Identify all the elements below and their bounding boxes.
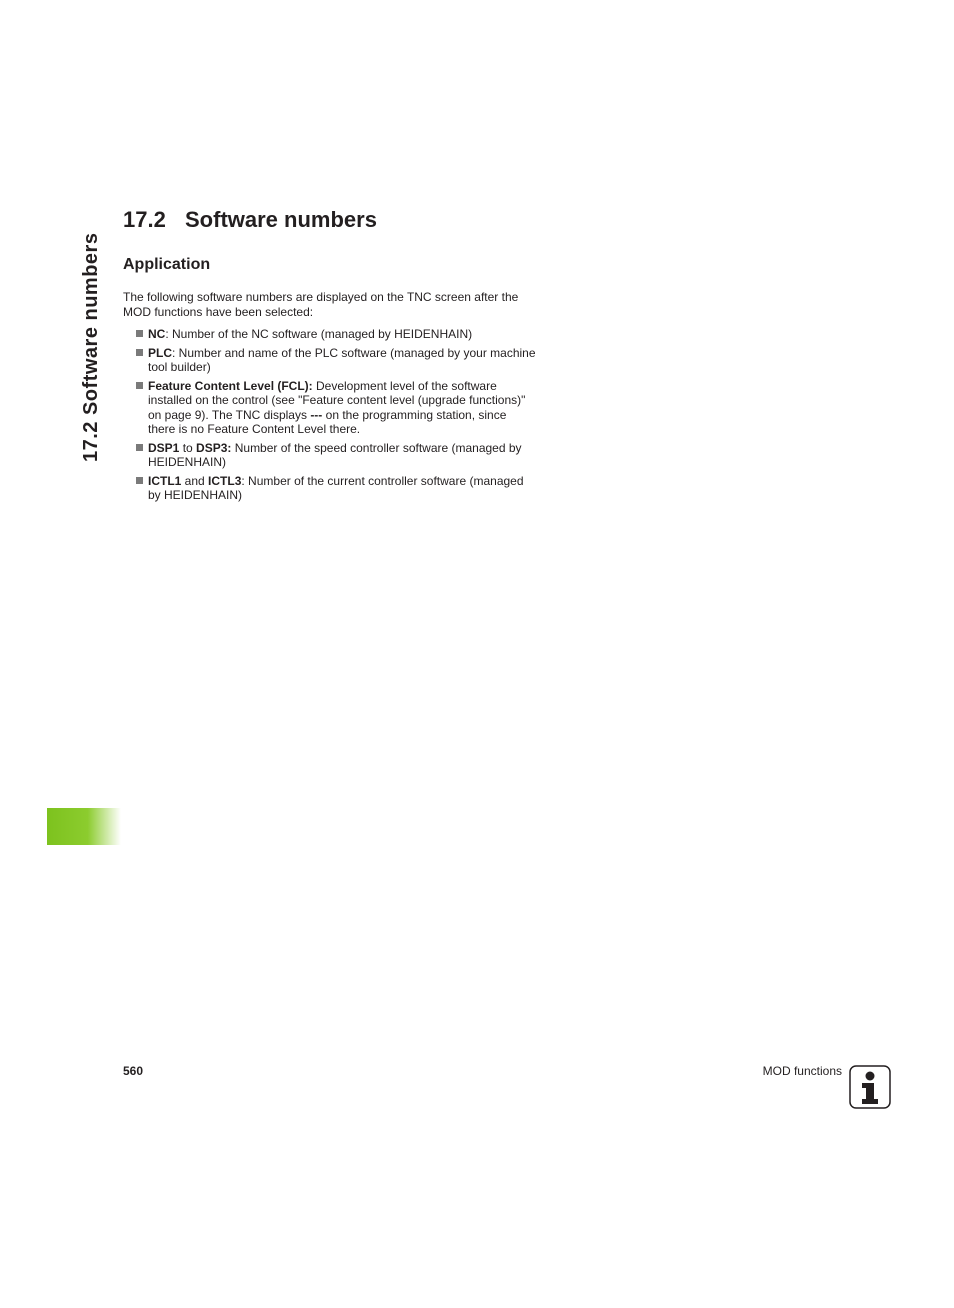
square-bullet-icon xyxy=(136,477,143,484)
term-end: DSP3: xyxy=(196,440,232,455)
chapter-title: Software numbers xyxy=(185,207,377,232)
side-running-title: 17.2 Software numbers xyxy=(80,232,102,462)
square-bullet-icon xyxy=(136,444,143,451)
placeholder-dashes: --- xyxy=(310,407,323,422)
connector: and xyxy=(181,473,209,488)
description: : Number of the current controller software (managed by HEIDENHAIN) xyxy=(148,473,524,502)
term: Feature Content Level (FCL): xyxy=(148,378,313,393)
chapter-tab-marker xyxy=(47,808,121,845)
term: NC xyxy=(148,327,166,341)
term-end: ICTL3 xyxy=(208,473,242,488)
description: Number of the speed controller software (managed by HEIDENHAIN) xyxy=(148,440,522,469)
connector: to xyxy=(179,440,197,455)
square-bullet-icon xyxy=(136,349,143,356)
description: Development level of the software installed on the control (see "Feature content level (upgrade functions)" on page 9). The TNC displays xyxy=(148,378,526,422)
description-continued: on the programming station, since there is no Feature Content Level there. xyxy=(148,407,507,436)
chapter-heading xyxy=(123,207,377,233)
term-start: ICTL1 xyxy=(148,473,182,488)
info-icon xyxy=(849,1065,891,1109)
chapter-number: 17.2 xyxy=(123,207,166,232)
description: : Number of the NC software (managed by HEIDENHAIN) xyxy=(165,327,473,341)
intro-paragraph: The following software numbers are displayed on the TNC screen after the MOD functions have been selected: xyxy=(123,290,519,319)
square-bullet-icon xyxy=(136,382,143,389)
list-item xyxy=(136,474,536,503)
list-item xyxy=(136,327,536,342)
footer-chapter-name: MOD functions xyxy=(762,1064,842,1078)
term-start: DSP1 xyxy=(148,440,180,455)
list-item xyxy=(136,379,536,437)
list-item xyxy=(136,441,536,470)
square-bullet-icon xyxy=(136,330,143,337)
term: PLC xyxy=(148,345,172,360)
page-number: 560 xyxy=(123,1064,144,1078)
software-number-list xyxy=(136,327,536,507)
section-heading: Application xyxy=(123,256,211,273)
list-item xyxy=(136,346,536,375)
description: : Number and name of the PLC software (managed by your machine tool builder) xyxy=(148,345,536,374)
